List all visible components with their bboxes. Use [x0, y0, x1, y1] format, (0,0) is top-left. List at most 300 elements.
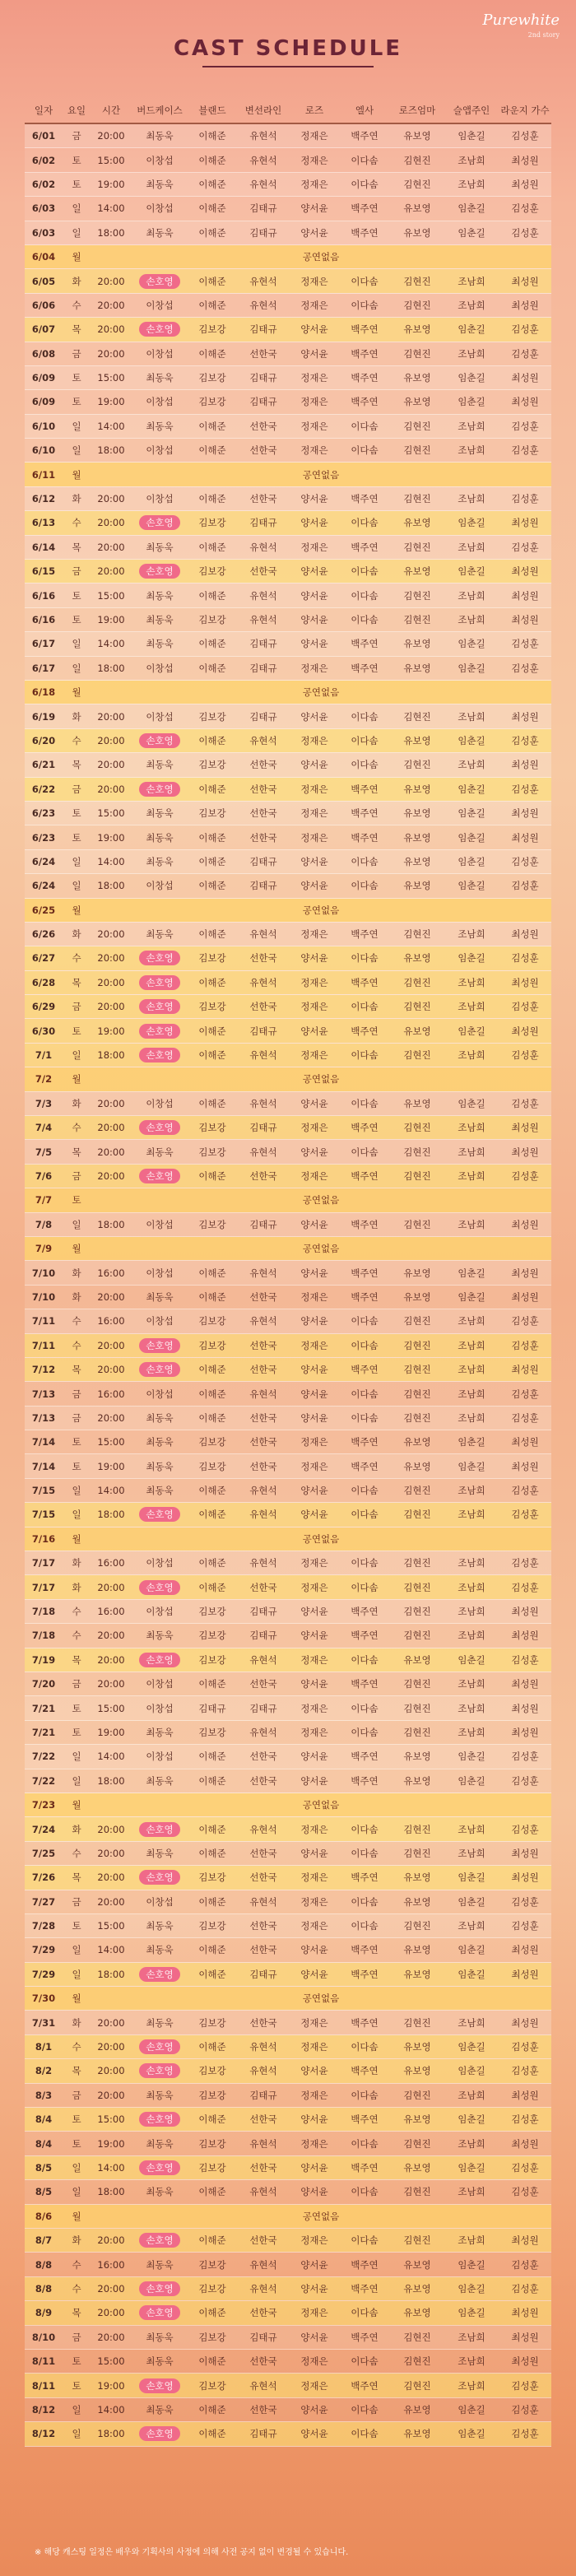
- column-header: 블랜드: [188, 97, 237, 123]
- cell-cast: [132, 318, 188, 342]
- cell-cast: 김현진: [390, 753, 444, 777]
- cell-cast: 유보영: [390, 1648, 444, 1672]
- cell-cast: 이창섭: [132, 1745, 188, 1769]
- cell-cast: 최성원: [499, 2228, 551, 2252]
- column-header: 슬앱주인: [444, 97, 499, 123]
- cell-cast: 정재은: [290, 390, 339, 414]
- cell-day: 화: [63, 269, 91, 293]
- cell-cast: 정재은: [290, 1551, 339, 1575]
- cell-date: 8/4: [25, 2108, 63, 2132]
- cell-date: 6/10: [25, 414, 63, 438]
- cell-cast: 선한국: [237, 825, 290, 849]
- cell-time: 14:00: [91, 1745, 132, 1769]
- cell-date: 7/26: [25, 1866, 63, 1890]
- cell-cast: 선한국: [237, 995, 290, 1019]
- cell-cast: 유현석: [237, 172, 290, 196]
- cell-cast: 김태규: [237, 632, 290, 656]
- cell-date: 7/9: [25, 1236, 63, 1260]
- cell-day: 일: [63, 1938, 91, 1962]
- cell-cast: 임춘길: [444, 1091, 499, 1115]
- cell-cast: 임춘길: [444, 390, 499, 414]
- cell-day: 목: [63, 1357, 91, 1381]
- cell-cast: 이해준: [188, 1938, 237, 1962]
- schedule-row: [25, 1527, 551, 1551]
- cell-cast: 임춘길: [444, 777, 499, 801]
- cell-cast: 정재은: [290, 148, 339, 172]
- schedule-row: [25, 1720, 551, 1744]
- cell-cast: 최성원: [499, 1430, 551, 1454]
- cell-time: 20:00: [91, 1406, 132, 1430]
- schedule-row: [25, 2204, 551, 2228]
- cell-day: 금: [63, 2325, 91, 2349]
- cell-cast: 최동욱: [132, 801, 188, 825]
- cell-cast: 양서윤: [290, 1745, 339, 1769]
- cell-cast: 임춘길: [444, 825, 499, 849]
- cell-time: 20:00: [91, 2228, 132, 2252]
- cell-cast: 김태규: [237, 2422, 290, 2446]
- cell-cast: 정재은: [290, 172, 339, 196]
- schedule-row: [25, 1333, 551, 1357]
- cell-cast: 이다솜: [339, 1913, 390, 1937]
- cell-cast: 백주연: [339, 486, 390, 510]
- cell-time: 14:00: [91, 849, 132, 873]
- cell-date: 6/23: [25, 825, 63, 849]
- highlight-cast-pill: 손호영: [139, 2039, 179, 2054]
- column-header: 엘사: [339, 97, 390, 123]
- cell-cast: 김보강: [188, 995, 237, 1019]
- highlight-cast-pill: 손호영: [139, 2281, 179, 2296]
- cell-date: 6/18: [25, 680, 63, 704]
- cell-time: 16:00: [91, 2253, 132, 2276]
- cell-cast: 이창섭: [132, 390, 188, 414]
- cell-cast: 이해준: [188, 849, 237, 873]
- cell-cast: 이해준: [188, 2422, 237, 2446]
- highlight-cast-pill: 손호영: [139, 951, 179, 965]
- cell-cast: 이창섭: [132, 1551, 188, 1575]
- cell-cast: 양서윤: [290, 704, 339, 728]
- highlight-cast-pill: 손호영: [139, 1822, 179, 1837]
- cell-cast: 김현진: [390, 1720, 444, 1744]
- cell-cast: 김보강: [188, 511, 237, 535]
- cell-day: 일: [63, 656, 91, 680]
- schedule-row: [25, 1382, 551, 1406]
- cell-date: 6/27: [25, 946, 63, 970]
- cell-cast: 정재은: [290, 656, 339, 680]
- cell-cast: 김보강: [188, 2083, 237, 2107]
- cell-cast: 김성훈: [499, 2180, 551, 2204]
- cell-cast: 조남희: [444, 970, 499, 994]
- cell-day: 금: [63, 1672, 91, 1696]
- cell-cast: 최성원: [499, 2325, 551, 2349]
- cell-date: 7/29: [25, 1938, 63, 1962]
- cell-date: 6/03: [25, 197, 63, 221]
- cell-cast: 유보영: [390, 874, 444, 898]
- cell-cast: 유현석: [237, 2374, 290, 2397]
- cell-cast: 이해준: [188, 2301, 237, 2325]
- schedule-row: [25, 2155, 551, 2179]
- cell-date: 6/19: [25, 704, 63, 728]
- cell-cast: 김성훈: [499, 2253, 551, 2276]
- cell-cast: 양서윤: [290, 632, 339, 656]
- cell-date: 6/03: [25, 221, 63, 244]
- cell-cast: 백주연: [339, 2276, 390, 2300]
- cell-cast: 이다솜: [339, 704, 390, 728]
- cell-cast: 선한국: [237, 342, 290, 365]
- schedule-row: [25, 849, 551, 873]
- cell-cast: 최성원: [499, 1212, 551, 1236]
- schedule-row: [25, 898, 551, 922]
- cell-cast: 김현진: [390, 1357, 444, 1381]
- header: [0, 0, 576, 82]
- schedule-row: [25, 607, 551, 631]
- cell-cast: 유보영: [390, 1454, 444, 1478]
- cell-cast: 김현진: [390, 1599, 444, 1623]
- cell-cast: 조남희: [444, 1116, 499, 1140]
- cell-cast: 이다솜: [339, 414, 390, 438]
- cell-time: 20:00: [91, 2059, 132, 2083]
- cell-cast: 김태규: [237, 656, 290, 680]
- cell-cast: 조남희: [444, 1599, 499, 1623]
- cell-cast: 정재은: [290, 970, 339, 994]
- cell-cast: 이해준: [188, 1769, 237, 1793]
- cell-cast: 유현석: [237, 535, 290, 559]
- cell-cast: 최성원: [499, 1454, 551, 1478]
- cell-date: 8/6: [25, 2204, 63, 2228]
- column-header: 일자: [25, 97, 63, 123]
- cell-cast: 이해준: [188, 414, 237, 438]
- cell-cast: 조남희: [444, 269, 499, 293]
- cell-cast: 양서윤: [290, 2108, 339, 2132]
- cell-date: 6/25: [25, 898, 63, 922]
- cell-cast: 백주연: [339, 1357, 390, 1381]
- cell-cast: 김보강: [188, 1624, 237, 1648]
- cell-cast: 백주연: [339, 2325, 390, 2349]
- highlight-cast-pill: 손호영: [139, 322, 179, 337]
- schedule-row: [25, 922, 551, 946]
- highlight-cast-pill: 손호영: [139, 999, 179, 1014]
- logo-sub: 2nd story: [527, 31, 560, 39]
- schedule-row: [25, 1043, 551, 1067]
- cell-cast: 이다솜: [339, 148, 390, 172]
- schedule-row: [25, 1962, 551, 1986]
- schedule-row: [25, 1236, 551, 1260]
- cell-cast: 김보강: [188, 2276, 237, 2300]
- cell-cast: 유현석: [237, 2180, 290, 2204]
- cell-day: 월: [63, 1987, 91, 2011]
- cell-day: 토: [63, 172, 91, 196]
- schedule-row: [25, 1938, 551, 1962]
- highlight-cast-pill: 손호영: [139, 1580, 179, 1595]
- cell-cast: 양서윤: [290, 2276, 339, 2300]
- cell-cast: 김현진: [390, 148, 444, 172]
- cell-date: 6/06: [25, 293, 63, 317]
- cell-date: 6/22: [25, 777, 63, 801]
- cell-time: 18:00: [91, 1212, 132, 1236]
- cell-cast: 김성훈: [499, 1575, 551, 1599]
- cell-day: 월: [63, 680, 91, 704]
- cell-cast: 이해준: [188, 2228, 237, 2252]
- cell-date: 6/16: [25, 607, 63, 631]
- cell-cast: 선한국: [237, 2349, 290, 2373]
- cell-cast: 양서윤: [290, 1261, 339, 1285]
- cell-cast: 유보영: [390, 2422, 444, 2446]
- cell-cast: 이해준: [188, 922, 237, 946]
- cell-date: 6/02: [25, 172, 63, 196]
- cell-cast: 이창섭: [132, 1091, 188, 1115]
- cell-cast: 이해준: [188, 1261, 237, 1285]
- cell-date: 7/15: [25, 1503, 63, 1527]
- schedule-row: [25, 221, 551, 244]
- schedule-row: [25, 463, 551, 486]
- cell-cast: 정재은: [290, 414, 339, 438]
- cell-cast: 조남희: [444, 1478, 499, 1502]
- cell-time: 20:00: [91, 293, 132, 317]
- cell-date: 6/30: [25, 1019, 63, 1043]
- cell-cast: [132, 2374, 188, 2397]
- cell-cast: 유보영: [390, 2108, 444, 2132]
- schedule-row: [25, 801, 551, 825]
- cell-cast: 조남희: [444, 1043, 499, 1067]
- schedule-row: [25, 584, 551, 607]
- schedule-row: [25, 269, 551, 293]
- cell-time: 15:00: [91, 584, 132, 607]
- schedule-row: [25, 1551, 551, 1575]
- cell-cast: 이다솜: [339, 849, 390, 873]
- cell-date: 7/2: [25, 1067, 63, 1091]
- cell-cast: 이해준: [188, 632, 237, 656]
- cell-time: 15:00: [91, 1913, 132, 1937]
- cell-cast: 김성훈: [499, 439, 551, 463]
- cell-cast: 최성원: [499, 390, 551, 414]
- cell-cast: 선한국: [237, 414, 290, 438]
- cell-date: 6/09: [25, 390, 63, 414]
- cell-time: 20:00: [91, 1648, 132, 1672]
- cell-cast: 최성원: [499, 2083, 551, 2107]
- cell-date: 7/29: [25, 1962, 63, 1986]
- cell-cast: 김현진: [390, 342, 444, 365]
- schedule-row: [25, 342, 551, 365]
- cell-cast: 조남희: [444, 1406, 499, 1430]
- cell-day: 일: [63, 2422, 91, 2446]
- cell-cast: 김성훈: [499, 1091, 551, 1115]
- cell-day: 수: [63, 946, 91, 970]
- cell-cast: 조남희: [444, 2374, 499, 2397]
- cell-cast: 이다솜: [339, 511, 390, 535]
- cell-cast: 유보영: [390, 1890, 444, 1913]
- cell-cast: 최성원: [499, 560, 551, 584]
- logo-main: Purewhite: [482, 12, 560, 29]
- cell-date: 6/08: [25, 342, 63, 365]
- cell-cast: 정재은: [290, 922, 339, 946]
- cell-cast: 정재은: [290, 1116, 339, 1140]
- cell-cast: 유보영: [390, 801, 444, 825]
- schedule-row: [25, 1817, 551, 1841]
- cell-cast: 조남희: [444, 584, 499, 607]
- cell-cast: [132, 1817, 188, 1841]
- schedule-row: [25, 1357, 551, 1381]
- cell-cast: 양서윤: [290, 1140, 339, 1164]
- cell-day: 월: [63, 1793, 91, 1816]
- highlight-cast-pill: 손호영: [139, 1024, 179, 1039]
- cell-cast: 이다솜: [339, 874, 390, 898]
- cell-date: 7/5: [25, 1140, 63, 1164]
- cell-cast: 임춘길: [444, 2301, 499, 2325]
- cell-cast: 임춘길: [444, 1866, 499, 1890]
- cell-cast: 양서윤: [290, 2325, 339, 2349]
- cell-day: 금: [63, 1382, 91, 1406]
- highlight-cast-pill: 손호영: [139, 2112, 179, 2127]
- cell-cast: 정재은: [290, 439, 339, 463]
- cell-cast: 이다솜: [339, 2397, 390, 2421]
- cell-cast: 최동욱: [132, 365, 188, 389]
- cell-time: 18:00: [91, 656, 132, 680]
- cell-cast: 유현석: [237, 2034, 290, 2058]
- cell-cast: 이해준: [188, 1357, 237, 1381]
- cell-cast: 이해준: [188, 2397, 237, 2421]
- cell-time: 20:00: [91, 535, 132, 559]
- cell-cast: 양서윤: [290, 584, 339, 607]
- cell-cast: 선한국: [237, 1769, 290, 1793]
- cell-date: 6/23: [25, 801, 63, 825]
- cell-cast: 이해준: [188, 970, 237, 994]
- cell-cast: [132, 2228, 188, 2252]
- cell-cast: 정재은: [290, 1430, 339, 1454]
- cell-cast: 김보강: [188, 560, 237, 584]
- cell-cast: 양서윤: [290, 1624, 339, 1648]
- cell-day: 금: [63, 1406, 91, 1430]
- cell-cast: 김성훈: [499, 1648, 551, 1672]
- cell-cast: 조남희: [444, 414, 499, 438]
- cell-day: 월: [63, 2204, 91, 2228]
- cell-date: 7/13: [25, 1382, 63, 1406]
- cell-cast: 유현석: [237, 2276, 290, 2300]
- cell-cast: 유보영: [390, 728, 444, 752]
- cell-cast: 이창섭: [132, 874, 188, 898]
- cell-cast: 조남희: [444, 1696, 499, 1720]
- cell-cast: 양서윤: [290, 2155, 339, 2179]
- schedule-row: [25, 244, 551, 268]
- cell-date: 7/11: [25, 1333, 63, 1357]
- cell-cast: 최성원: [499, 1720, 551, 1744]
- cell-cast: 김보강: [188, 1599, 237, 1623]
- cell-cast: 김성훈: [499, 1406, 551, 1430]
- cell-cast: 최성원: [499, 2132, 551, 2155]
- cell-cast: 김성훈: [499, 1817, 551, 1841]
- schedule-row: [25, 439, 551, 463]
- cell-cast: 양서윤: [290, 946, 339, 970]
- cell-cast: 유현석: [237, 728, 290, 752]
- schedule-row: [25, 1067, 551, 1091]
- cell-day: 목: [63, 2301, 91, 2325]
- cell-cast: 유현석: [237, 1720, 290, 1744]
- cell-cast: 이해준: [188, 1672, 237, 1696]
- cell-cast: 이창섭: [132, 1672, 188, 1696]
- cell-time: 18:00: [91, 221, 132, 244]
- cell-cast: 선한국: [237, 1938, 290, 1962]
- cell-cast: 선한국: [237, 560, 290, 584]
- cell-cast: 김태규: [237, 318, 290, 342]
- cell-cast: 최성원: [499, 922, 551, 946]
- cell-cast: 김보강: [188, 2374, 237, 2397]
- cell-cast: 유보영: [390, 1769, 444, 1793]
- cell-day: 금: [63, 777, 91, 801]
- cell-cast: 백주연: [339, 365, 390, 389]
- cell-cast: 김성훈: [499, 849, 551, 873]
- cell-cast: 양서윤: [290, 1309, 339, 1333]
- cell-day: 일: [63, 2180, 91, 2204]
- cell-cast: 이다솜: [339, 2228, 390, 2252]
- cell-cast: 이해준: [188, 1406, 237, 1430]
- cell-day: 일: [63, 197, 91, 221]
- schedule-row: [25, 1454, 551, 1478]
- cell-cast: 김성훈: [499, 1309, 551, 1333]
- page-title: CAST SCHEDULE: [173, 36, 403, 61]
- cell-time: 19:00: [91, 2132, 132, 2155]
- cell-time: 20:00: [91, 1866, 132, 1890]
- cell-cast: 유보영: [390, 632, 444, 656]
- cell-time: 20:00: [91, 1285, 132, 1309]
- cell-day: 일: [63, 439, 91, 463]
- cell-cast: 양서윤: [290, 1019, 339, 1043]
- cell-date: 8/8: [25, 2253, 63, 2276]
- cell-date: 8/12: [25, 2422, 63, 2446]
- cell-date: 6/05: [25, 269, 63, 293]
- cell-cast: 이해준: [188, 1841, 237, 1865]
- cell-time: 18:00: [91, 2422, 132, 2446]
- cell-day: 목: [63, 535, 91, 559]
- cell-date: 6/09: [25, 365, 63, 389]
- cell-cast: 백주연: [339, 1672, 390, 1696]
- cell-date: 7/22: [25, 1769, 63, 1793]
- cell-cast: 최성원: [499, 2011, 551, 2034]
- cell-time: 20:00: [91, 1140, 132, 1164]
- cell-day: 수: [63, 1841, 91, 1865]
- cell-day: 수: [63, 1309, 91, 1333]
- cell-cast: 정재은: [290, 1696, 339, 1720]
- no-show-label: 공연없음: [91, 898, 551, 922]
- schedule-row: [25, 1503, 551, 1527]
- cell-cast: 김현진: [390, 1575, 444, 1599]
- cell-date: 6/02: [25, 148, 63, 172]
- cell-day: 토: [63, 1430, 91, 1454]
- cell-time: 14:00: [91, 632, 132, 656]
- cell-date: 6/15: [25, 560, 63, 584]
- cell-cast: 김보강: [188, 390, 237, 414]
- cell-cast: 임춘길: [444, 874, 499, 898]
- cell-cast: [132, 1866, 188, 1890]
- cell-day: 토: [63, 2349, 91, 2373]
- cell-cast: 정재은: [290, 1817, 339, 1841]
- cell-date: 6/24: [25, 874, 63, 898]
- cell-cast: 양서윤: [290, 1478, 339, 1502]
- cell-cast: 유보영: [390, 221, 444, 244]
- cell-time: 14:00: [91, 2155, 132, 2179]
- cell-cast: 이해준: [188, 1551, 237, 1575]
- cell-cast: 백주연: [339, 123, 390, 148]
- no-show-label: 공연없음: [91, 1067, 551, 1091]
- cell-cast: 이해준: [188, 1043, 237, 1067]
- cell-day: 일: [63, 1503, 91, 1527]
- cell-cast: [132, 1333, 188, 1357]
- cell-time: 19:00: [91, 825, 132, 849]
- schedule-row: [25, 753, 551, 777]
- cell-cast: 임춘길: [444, 318, 499, 342]
- schedule-row: [25, 1987, 551, 2011]
- cell-date: 8/8: [25, 2276, 63, 2300]
- cell-cast: 김성훈: [499, 2155, 551, 2179]
- cell-cast: 임춘길: [444, 1648, 499, 1672]
- cell-day: 월: [63, 1236, 91, 1260]
